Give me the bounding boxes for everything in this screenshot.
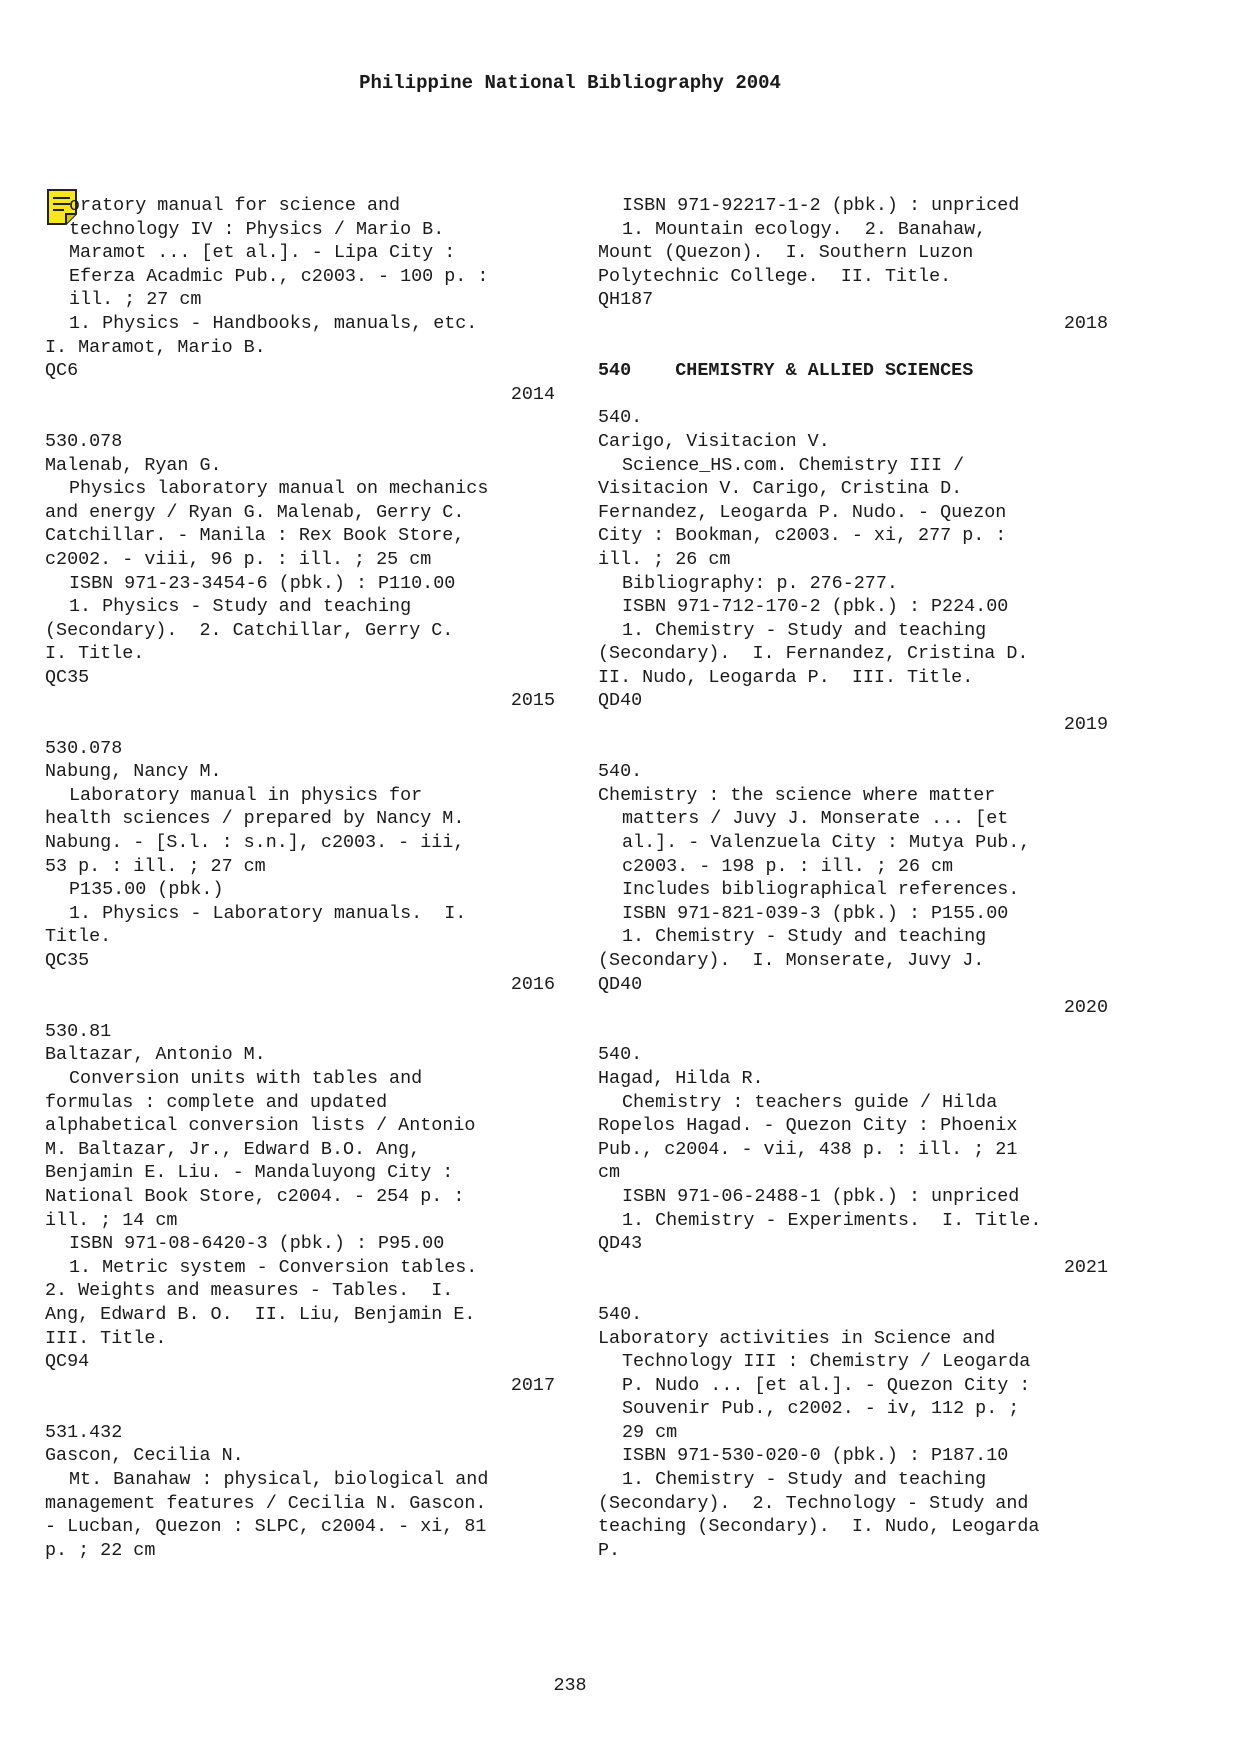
entry-line: and energy / Ryan G. Malenab, Gerry C. [45, 501, 465, 523]
entry-line: I. Maramot, Mario B. [45, 336, 266, 358]
entry-line: II. Nudo, Leogarda P. III. Title. [598, 666, 974, 688]
bib-entry-2019 [598, 406, 1108, 736]
entry-line: ill. ; 14 cm [45, 1209, 178, 1231]
entry-line: III. Title. [45, 1327, 167, 1349]
entry-line: Bibliography: p. 276-277. [622, 572, 898, 594]
entry-line: ISBN 971-530-020-0 (pbk.) : P187.10 [622, 1445, 1009, 1467]
entry-line: Conversion units with tables and [69, 1067, 423, 1089]
entry-number: 2016 [510, 973, 555, 995]
entry-line: 1. Metric system - Conversion tables. [69, 1256, 478, 1278]
bib-entry-2018-cont [598, 194, 1108, 336]
section-title: CHEMISTRY & ALLIED SCIENCES [675, 360, 974, 382]
entry-line: Chemistry : the science where matter [598, 784, 996, 806]
entry-line: 1. Mountain ecology. 2. Banahaw, [622, 218, 987, 240]
entry-line: Ang, Edward B. O. II. Liu, Benjamin E. [45, 1303, 476, 1325]
author: Nabung, Nancy M. [45, 761, 222, 783]
entry-line: Laboratory activities in Science and [598, 1327, 996, 1349]
class-number: 530.81 [45, 1020, 112, 1042]
entry-line: p. ; 22 cm [45, 1539, 156, 1561]
entry-line: cm [598, 1162, 621, 1184]
entry-line: Laboratory manual in physics for [69, 784, 423, 806]
entry-line: 1. Chemistry - Study and teaching [622, 619, 987, 641]
entry-line: 1. Physics - Laboratory manuals. I. [69, 902, 467, 924]
class-number: 530.078 [45, 737, 123, 759]
entry-line: management features / Cecilia N. Gascon. [45, 1492, 487, 1514]
section-heading [598, 359, 1108, 383]
call-number: QC35 [45, 666, 90, 688]
bib-entry-2016 [45, 737, 555, 997]
author: Gascon, Cecilia N. [45, 1445, 244, 1467]
entry-line: 29 cm [622, 1421, 678, 1443]
entry-number: 2017 [510, 1374, 555, 1396]
entry-line: Benjamin E. Liu. - Mandaluyong City : [45, 1162, 454, 1184]
bib-entry-2020 [598, 760, 1108, 1020]
class-number: 531.432 [45, 1421, 123, 1443]
entry-number: 2015 [510, 690, 555, 712]
entry-line: I. Title. [45, 643, 145, 665]
class-number: 530.078 [45, 430, 123, 452]
entry-line: 1. Chemistry - Experiments. I. Title. [622, 1209, 1042, 1231]
entry-line: - Lucban, Quezon : SLPC, c2004. - xi, 81 [45, 1516, 487, 1538]
entry-line: alphabetical conversion lists / Antonio [45, 1115, 476, 1137]
bib-entry-2014 [45, 194, 555, 406]
call-number: QD40 [598, 973, 643, 995]
class-number: 540. [598, 1303, 643, 1325]
call-number: QD40 [598, 690, 643, 712]
call-number: QC6 [45, 360, 79, 382]
entry-number: 2020 [1063, 997, 1108, 1019]
entry-line: Physics laboratory manual on mechanics [69, 478, 489, 500]
entry-line: 1. Chemistry - Study and teaching [622, 926, 987, 948]
entry-line: Souvenir Pub., c2002. - iv, 112 p. ; [622, 1398, 1020, 1420]
entry-line: ISBN 971-08-6420-3 (pbk.) : P95.00 [69, 1233, 445, 1255]
entry-line: technology IV : Physics / Mario B. [69, 218, 445, 240]
entry-line: P. Nudo ... [et al.]. - Quezon City : [622, 1374, 1031, 1396]
class-number: 540. [598, 407, 643, 429]
entry-line: National Book Store, c2004. - 254 p. : [45, 1185, 465, 1207]
entry-line: P. [598, 1539, 621, 1561]
entry-line: Mount (Quezon). I. Southern Luzon [598, 242, 974, 264]
entry-line: ill. ; 27 cm [69, 289, 202, 311]
author: Hagad, Hilda R. [598, 1067, 764, 1089]
entry-line: 53 p. : ill. ; 27 cm [45, 855, 266, 877]
entry-line: M. Baltazar, Jr., Edward B.O. Ang, [45, 1138, 421, 1160]
entry-line: 1. Physics - Handbooks, manuals, etc. [69, 312, 478, 334]
entry-line: P135.00 (pbk.) [69, 879, 224, 901]
entry-line: Title. [45, 926, 112, 948]
entry-line: Technology III : Chemistry / Leogarda [622, 1351, 1031, 1373]
entry-line: Includes bibliographical references. [622, 879, 1020, 901]
entry-line: matters / Juvy J. Monserate ... [et [622, 808, 1009, 830]
class-number: 540. [598, 761, 643, 783]
entry-number: 2021 [1063, 1256, 1108, 1278]
bib-entry-2017 [45, 1020, 555, 1398]
entry-line: Polytechnic College. II. Title. [598, 265, 952, 287]
entry-line: (Secondary). 2. Catchillar, Gerry C. [45, 619, 454, 641]
entry-line: Nabung. - [S.l. : s.n.], c2003. - iii, [45, 832, 465, 854]
entry-line: teaching (Secondary). I. Nudo, Leogarda [598, 1516, 1040, 1538]
entry-number: 2014 [510, 383, 555, 405]
bib-entry-2022 [598, 1303, 1108, 1563]
call-number: QD43 [598, 1233, 643, 1255]
section-code: 540 [598, 360, 632, 382]
entry-line: (Secondary). I. Fernandez, Cristina D. [598, 643, 1029, 665]
page-number: 238 [553, 1675, 587, 1696]
entry-line: Maramot ... [et al.]. - Lipa City : [69, 242, 456, 264]
entry-line: al.]. - Valenzuela City : Mutya Pub., [622, 832, 1031, 854]
entry-line: Pub., c2004. - vii, 438 p. : ill. ; 21 [598, 1138, 1018, 1160]
entry-line: oratory manual for science and [69, 195, 401, 216]
entry-line: ISBN 971-23-3454-6 (pbk.) : P110.00 [69, 572, 456, 594]
entry-line: Catchillar. - Manila : Rex Book Store, [45, 525, 465, 547]
entry-line: 2. Weights and measures - Tables. I. [45, 1280, 454, 1302]
entry-line: Fernandez, Leogarda P. Nudo. - Quezon [598, 501, 1007, 523]
call-number: QC35 [45, 950, 90, 971]
entry-line: (Secondary). I. Monserate, Juvy J. [598, 950, 985, 971]
bib-entry-2021 [598, 1043, 1108, 1279]
entry-line: 1. Chemistry - Study and teaching [622, 1469, 987, 1491]
entry-line: Eferza Acadmic Pub., c2003. - 100 p. : [69, 265, 489, 287]
author: Carigo, Visitacion V. [598, 430, 830, 452]
call-number: QC94 [45, 1351, 90, 1373]
entry-number: 2018 [1063, 312, 1108, 334]
entry-number: 2019 [1063, 714, 1108, 736]
entry-line: ISBN 971-821-039-3 (pbk.) : P155.00 [622, 902, 1009, 924]
page-title: Philippine National Bibliography 2004 [359, 72, 781, 94]
entry-line: ill. ; 26 cm [598, 548, 731, 570]
author: Malenab, Ryan G. [45, 454, 222, 476]
author: Baltazar, Antonio M. [45, 1044, 266, 1066]
call-number: QH187 [598, 289, 654, 311]
right-column [598, 194, 1108, 1586]
entry-line: Ropelos Hagad. - Quezon City : Phoenix [598, 1115, 1018, 1137]
bib-entry-2015 [45, 430, 555, 713]
entry-line: ISBN 971-06-2488-1 (pbk.) : unpriced [622, 1185, 1020, 1207]
entry-line: Science_HS.com. Chemistry III / [622, 454, 965, 476]
entry-line: ISBN 971-92217-1-2 (pbk.) : unpriced [622, 195, 1020, 216]
class-number: 540. [598, 1044, 643, 1066]
entry-line: ISBN 971-712-170-2 (pbk.) : P224.00 [622, 596, 1009, 618]
entry-line: Visitacion V. Carigo, Cristina D. [598, 478, 963, 500]
entry-line: health sciences / prepared by Nancy M. [45, 808, 465, 830]
left-column [45, 194, 555, 1586]
entry-line: Mt. Banahaw : physical, biological and [69, 1469, 489, 1491]
entry-line: formulas : complete and updated [45, 1091, 388, 1113]
bib-entry-2018-start [45, 1421, 555, 1563]
entry-line: c2003. - 198 p. : ill. ; 26 cm [622, 855, 954, 877]
entry-line: (Secondary). 2. Technology - Study and [598, 1492, 1029, 1514]
entry-line: c2002. - viii, 96 p. : ill. ; 25 cm [45, 548, 432, 570]
entry-line: Chemistry : teachers guide / Hilda [622, 1091, 998, 1113]
entry-line: City : Bookman, c2003. - xi, 277 p. : [598, 525, 1007, 547]
entry-line: 1. Physics - Study and teaching [69, 596, 412, 618]
